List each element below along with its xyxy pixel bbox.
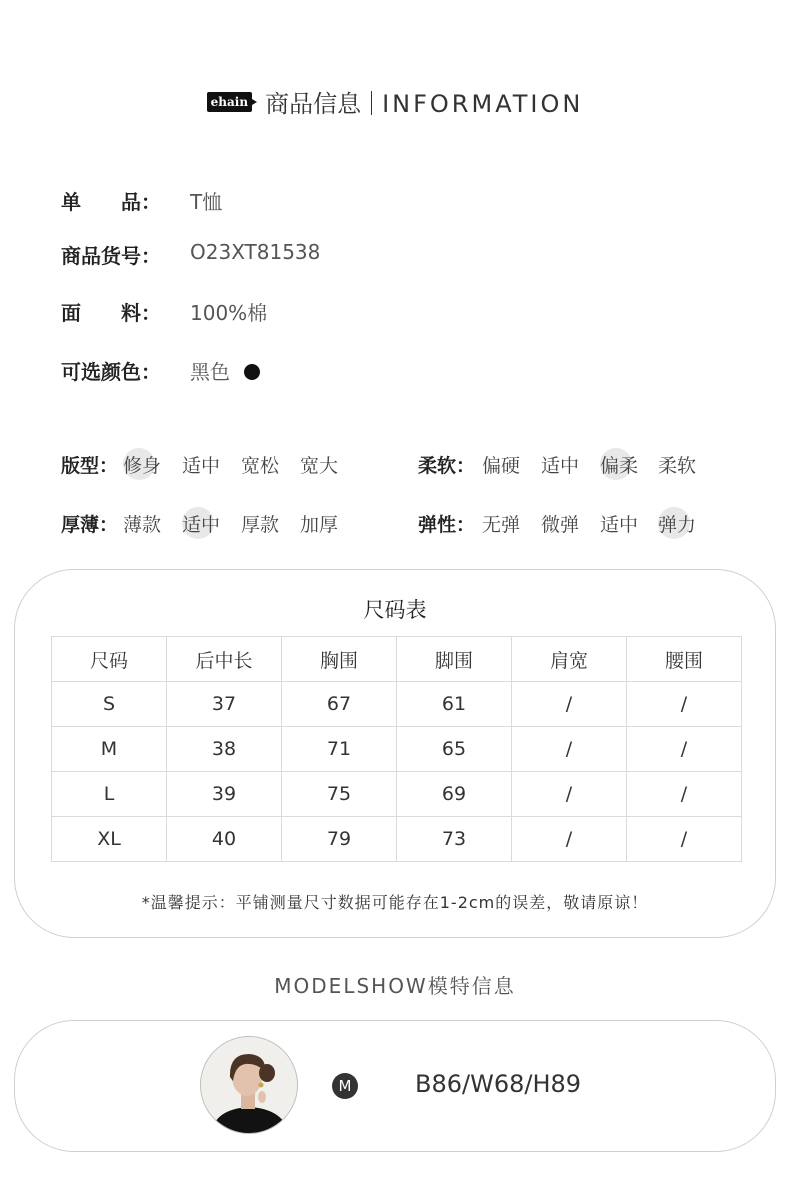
section-header — [0, 84, 790, 119]
measurement-note: *温馨提示：平铺测量尺寸数据可能存在1-2cm的误差，敬请原谅！ — [141, 893, 649, 912]
fabric-value: 100%棉 — [190, 301, 268, 325]
model-avatar — [200, 1036, 298, 1134]
attr-option: 柔软 — [658, 455, 697, 477]
model-photo-icon — [201, 1037, 297, 1133]
color-label: 可选颜色： — [61, 360, 161, 384]
table-cell: XL — [52, 817, 167, 862]
attr-label: 厚薄： — [61, 514, 119, 536]
table-cell: / — [627, 682, 742, 727]
table-cell: 75 — [282, 772, 397, 817]
item-label: 单 品： — [61, 190, 161, 214]
table-cell: / — [512, 817, 627, 862]
color-swatch-icon[interactable] — [244, 364, 260, 380]
model-panel — [14, 1020, 776, 1152]
fabric-label: 面 料： — [61, 301, 161, 325]
item-value: T恤 — [190, 190, 223, 214]
table-cell: 40 — [167, 817, 282, 862]
table-cell: 38 — [167, 727, 282, 772]
table-cell: 65 — [397, 727, 512, 772]
table-header-row — [52, 637, 742, 682]
attr-option: 宽大 — [300, 455, 339, 477]
table-header-cell: 后中长 — [167, 637, 282, 682]
code-value: O23XT81538 — [190, 240, 321, 264]
attr-option: 适中 — [182, 510, 220, 537]
attr-option: 薄款 — [123, 514, 162, 536]
attr-option: 修身 — [123, 451, 161, 478]
attr-option: 微弹 — [541, 514, 580, 536]
table-header-cell: 脚围 — [397, 637, 512, 682]
attr-option: 适中 — [541, 455, 580, 477]
attr-option: 适中 — [600, 514, 639, 536]
attr-option: 适中 — [182, 455, 221, 477]
table-cell: 37 — [167, 682, 282, 727]
attr-label: 弹性： — [418, 514, 476, 536]
table-cell: 79 — [282, 817, 397, 862]
table-cell: 67 — [282, 682, 397, 727]
table-row — [52, 772, 742, 817]
table-cell: L — [52, 772, 167, 817]
model-section-title: MODELSHOW模特信息 — [274, 974, 516, 998]
size-chart-title: 尺码表 — [363, 598, 427, 622]
table-cell: / — [627, 772, 742, 817]
table-header-cell: 腰围 — [627, 637, 742, 682]
table-header-cell: 胸围 — [282, 637, 397, 682]
table-row — [52, 682, 742, 727]
color-value-wrap — [190, 356, 260, 385]
table-cell: 61 — [397, 682, 512, 727]
header-title-cn: 商品信息 — [265, 90, 362, 118]
table-cell: M — [52, 727, 167, 772]
table-cell: / — [512, 727, 627, 772]
brand-logo: ehain — [207, 92, 252, 112]
color-value: 黑色 — [190, 360, 230, 384]
size-table — [51, 636, 742, 862]
table-cell: / — [512, 772, 627, 817]
table-cell: 73 — [397, 817, 512, 862]
attr-label: 版型： — [61, 455, 119, 477]
attr-option: 无弹 — [482, 514, 521, 536]
table-cell: 39 — [167, 772, 282, 817]
attr-option: 宽松 — [241, 455, 280, 477]
table-cell: / — [627, 727, 742, 772]
model-measurements: B86/W68/H89 — [415, 1070, 582, 1098]
header-title-en: INFORMATION — [382, 90, 584, 118]
table-header-cell: 肩宽 — [512, 637, 627, 682]
attr-option: 厚款 — [241, 514, 280, 536]
attr-option: 弹力 — [658, 510, 696, 537]
attr-option: 偏硬 — [482, 455, 521, 477]
header-divider — [371, 91, 372, 115]
attr-option: 偏柔 — [600, 451, 638, 478]
table-cell: / — [627, 817, 742, 862]
size-chart-panel — [14, 569, 776, 938]
attr-option: 加厚 — [300, 514, 339, 536]
table-row — [52, 727, 742, 772]
logo-arrow-icon — [252, 99, 257, 105]
table-cell: 69 — [397, 772, 512, 817]
table-row — [52, 817, 742, 862]
table-cell: / — [512, 682, 627, 727]
table-header-cell: 尺码 — [52, 637, 167, 682]
code-label: 商品货号： — [61, 244, 161, 268]
table-cell: 71 — [282, 727, 397, 772]
model-size-badge: M — [332, 1073, 358, 1099]
table-cell: S — [52, 682, 167, 727]
attr-label: 柔软： — [418, 455, 476, 477]
